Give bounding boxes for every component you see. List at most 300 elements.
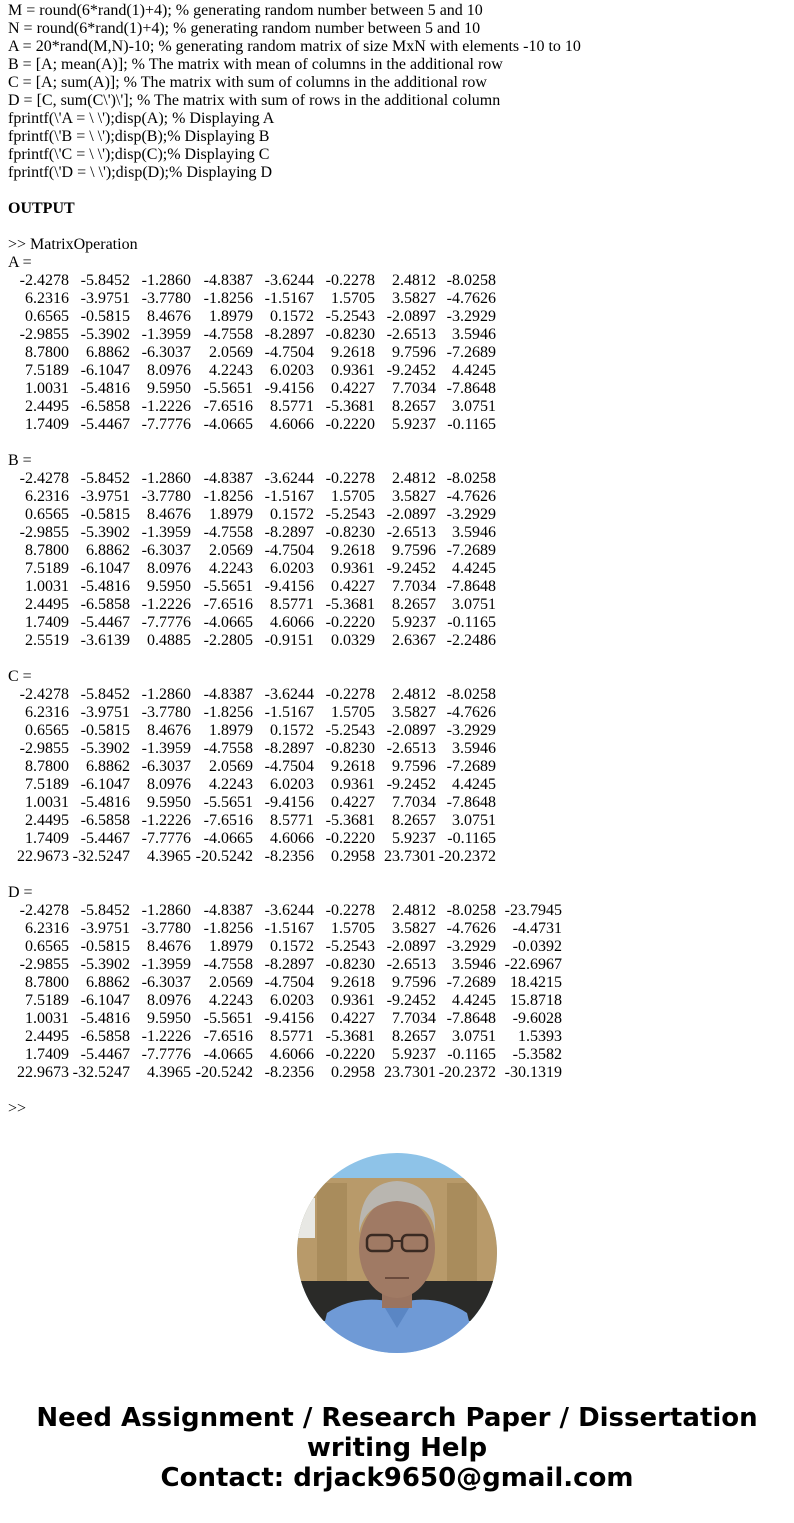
matrix-cell: -3.9751 [80,704,130,721]
matrix-row [8,974,788,992]
matrix-cell: 8.5771 [270,398,314,415]
matrix-cell: 0.1572 [270,722,314,739]
matrix-cell: -9.2452 [386,560,436,577]
matrix-cell: 1.7409 [25,614,69,631]
matrix-cell: 1.8979 [209,722,253,739]
code-line: N = round(6*rand(1)+4); % generating random number between 5 and 10 [8,20,481,37]
matrix-cell: -5.4816 [80,380,130,397]
matrix-cell: 8.0976 [147,362,191,379]
matrix-cell: -8.2356 [264,848,314,865]
matrix-cell: -2.4278 [19,686,69,703]
matrix-cell: 6.8862 [86,542,130,559]
matrix-cell: -1.2860 [141,272,191,289]
matrix-cell: -3.2929 [446,938,496,955]
matrix-cell: -2.6513 [386,326,436,343]
matrix-cell: -7.2689 [446,344,496,361]
matrix-cell: -6.5858 [80,1028,130,1045]
matrix-c-block [8,668,788,866]
matrix-cell: 8.2657 [392,812,436,829]
matrix-cell: 1.7409 [25,1046,69,1063]
matrix-cell: -4.7626 [446,704,496,721]
matrix-cell: 4.2243 [209,776,253,793]
matrix-cell: -3.7780 [141,704,191,721]
spacer [8,866,788,884]
matrix-cell: 0.4227 [331,794,375,811]
matrix-cell: -5.4816 [80,578,130,595]
matrix-cell: -6.3037 [141,974,191,991]
matrix-cell: -1.3959 [141,740,191,757]
matrix-cell: -5.8452 [80,902,130,919]
matrix-cell: -4.0665 [203,614,253,631]
matrix-cell: -3.6139 [80,632,130,649]
matrix-cell: -2.9855 [19,326,69,343]
matrix-cell: 6.8862 [86,344,130,361]
code-line: M = round(6*rand(1)+4); % generating random number between 5 and 10 [8,2,483,19]
matrix-cell: -5.3681 [325,812,375,829]
matrix-cell: -23.7945 [504,902,562,919]
matrix-row [8,506,788,524]
matrix-cell: -2.2805 [203,632,253,649]
matrix-a-block [8,254,788,434]
matrix-cell: -5.3902 [80,524,130,541]
matrix-cell: -0.2220 [325,614,375,631]
matrix-cell: 2.4495 [25,812,69,829]
matrix-row [8,956,788,974]
matrix-cell: 5.9237 [392,614,436,631]
matrix-cell: -7.8648 [446,794,496,811]
matrix-cell: 0.0329 [331,632,375,649]
matrix-label: C = [8,668,32,685]
matrix-cell: 8.2657 [392,1028,436,1045]
matrix-cell: 8.4676 [147,506,191,523]
matrix-cell: -4.7558 [203,326,253,343]
matrix-cell: -7.2689 [446,542,496,559]
matrix-cell: 23.7301 [384,1064,436,1081]
matrix-row [8,416,788,434]
matrix-cell: 1.5705 [331,920,375,937]
matrix-row [8,776,788,794]
matrix-row [8,1064,788,1082]
matrix-cell: 4.2243 [209,992,253,1009]
matrix-cell: -8.0258 [446,470,496,487]
matrix-cell: -6.3037 [141,344,191,361]
matrix-cell: 22.9673 [17,848,69,865]
matrix-cell: 3.5946 [452,326,496,343]
matrix-cell: -4.7504 [264,542,314,559]
matrix-cell: 1.0031 [25,1010,69,1027]
matrix-cell: -2.0897 [386,506,436,523]
matrix-cell: 2.4495 [25,596,69,613]
matrix-cell: 6.0203 [270,560,314,577]
matrix-cell: 9.5950 [147,578,191,595]
matrix-cell: 22.9673 [17,1064,69,1081]
matrix-cell: -2.9855 [19,956,69,973]
matrix-label: D = [8,884,33,901]
matrix-cell: -1.5167 [264,704,314,721]
matrix-cell: -1.5167 [264,290,314,307]
matrix-cell: -3.6244 [264,902,314,919]
matrix-cell: 0.9361 [331,776,375,793]
matrix-cell: 3.0751 [452,812,496,829]
matrix-row [8,722,788,740]
matrix-cell: 8.0976 [147,776,191,793]
matrix-cell: -0.2220 [325,830,375,847]
command-line: >> MatrixOperation [8,236,138,253]
matrix-cell: -7.2689 [446,758,496,775]
matrix-cell: -9.6028 [512,1010,562,1027]
matrix-a [8,272,788,434]
matrix-row [8,1028,788,1046]
matrix-row [8,1010,788,1028]
matrix-cell: 1.5705 [331,704,375,721]
matrix-cell: -0.1165 [447,830,496,847]
matrix-cell: 0.2958 [331,1064,375,1081]
matrix-cell: 8.7800 [25,542,69,559]
matrix-cell: -5.2543 [325,308,375,325]
matrix-cell: -4.4731 [512,920,562,937]
matrix-cell: 4.6066 [270,416,314,433]
matrix-cell: -8.2897 [264,956,314,973]
matrix-cell: 4.4245 [452,362,496,379]
matrix-row [8,470,788,488]
code-line: fprintf(\'A = \ \');disp(A); % Displaying A [8,110,275,127]
matrix-cell: -5.4467 [80,830,130,847]
matrix-cell: -5.4467 [80,1046,130,1063]
matrix-cell: 8.4676 [147,938,191,955]
matrix-cell: 8.4676 [147,722,191,739]
matrix-cell: -7.8648 [446,578,496,595]
matrix-cell: -6.1047 [80,776,130,793]
matrix-cell: -20.2372 [438,1064,496,1081]
matrix-cell: 2.0569 [209,344,253,361]
matrix-cell: -5.3681 [325,1028,375,1045]
matrix-cell: 2.4812 [392,902,436,919]
matrix-cell: -1.8256 [203,920,253,937]
matrix-cell: 0.1572 [270,308,314,325]
matrix-row [8,740,788,758]
matrix-cell: 9.2618 [331,758,375,775]
matrix-cell: 1.5705 [331,488,375,505]
matrix-cell: -7.8648 [446,1010,496,1027]
matrix-row [8,920,788,938]
matrix-cell: 0.4227 [331,1010,375,1027]
matrix-cell: 6.8862 [86,974,130,991]
matrix-row [8,686,788,704]
matrix-cell: 0.9361 [331,992,375,1009]
matrix-cell: 1.8979 [209,938,253,955]
matrix-cell: -0.5815 [80,506,130,523]
matrix-cell: -3.2929 [446,506,496,523]
matrix-cell: 9.7596 [392,344,436,361]
matrix-cell: 9.2618 [331,344,375,361]
matrix-cell: -1.2226 [141,1028,191,1045]
matrix-cell: 3.5827 [392,488,436,505]
matrix-cell: 4.6066 [270,1046,314,1063]
matrix-c [8,686,788,866]
matrix-cell: -5.3902 [80,326,130,343]
matrix-cell: 5.9237 [392,1046,436,1063]
matrix-cell: 5.9237 [392,830,436,847]
matrix-cell: -5.5651 [203,1010,253,1027]
matrix-cell: 0.4227 [331,578,375,595]
matrix-cell: -8.2356 [264,1064,314,1081]
output-heading: OUTPUT [8,200,75,217]
matrix-cell: -8.2897 [264,524,314,541]
matrix-cell: -9.4156 [264,794,314,811]
matrix-cell: 4.2243 [209,362,253,379]
matrix-cell: 7.5189 [25,992,69,1009]
matrix-row [8,560,788,578]
matrix-row [8,992,788,1010]
matrix-cell: 7.7034 [392,380,436,397]
matrix-cell: -0.2278 [325,272,375,289]
matrix-cell: 4.3965 [147,1064,191,1081]
code-line: A = 20*rand(M,N)-10; % generating random matrix of size MxN with elements -10 to 10 [8,38,581,55]
matrix-cell: 2.4812 [392,470,436,487]
matrix-cell: -2.4278 [19,902,69,919]
code-line: C = [A; sum(A)]; % The matrix with sum of columns in the additional row [8,74,487,91]
matrix-cell: -7.6516 [203,812,253,829]
matrix-cell: -30.1319 [504,1064,562,1081]
matrix-cell: -3.6244 [264,470,314,487]
matrix-cell: 23.7301 [384,848,436,865]
matrix-cell: -8.0258 [446,272,496,289]
matrix-cell: 8.0976 [147,992,191,1009]
matrix-row [8,272,788,290]
matrix-cell: 3.0751 [452,398,496,415]
matrix-cell: -7.6516 [203,398,253,415]
spacer [8,218,788,236]
matrix-cell: -20.2372 [438,848,496,865]
portrait-image [297,1153,497,1353]
matrix-cell: -1.2860 [141,686,191,703]
matrix-cell: 2.4812 [392,272,436,289]
spacer [8,1082,788,1100]
matrix-cell: 0.4227 [331,380,375,397]
matrix-cell: -4.8387 [203,902,253,919]
matrix-cell: 6.2316 [25,704,69,721]
matrix-cell: -2.6513 [386,740,436,757]
matrix-cell: 4.4245 [452,992,496,1009]
matrix-row [8,524,788,542]
matrix-cell: 18.4215 [510,974,562,991]
matrix-cell: -5.3681 [325,596,375,613]
matrix-cell: 8.7800 [25,974,69,991]
matrix-cell: -4.8387 [203,272,253,289]
matrix-cell: 8.4676 [147,308,191,325]
matrix-cell: -4.7504 [264,344,314,361]
matrix-cell: -3.9751 [80,920,130,937]
matrix-cell: 6.2316 [25,488,69,505]
matrix-cell: -2.9855 [19,524,69,541]
matrix-cell: -0.2278 [325,686,375,703]
matrix-cell: -9.4156 [264,1010,314,1027]
matrix-cell: -0.0392 [512,938,562,955]
matrix-row [8,596,788,614]
matrix-cell: -3.2929 [446,722,496,739]
matrix-cell: -2.0897 [386,308,436,325]
matrix-cell: -8.0258 [446,902,496,919]
matrix-cell: -20.5242 [195,848,253,865]
matrix-cell: -4.0665 [203,416,253,433]
matrix-cell: -2.2486 [446,632,496,649]
matrix-cell: 9.5950 [147,1010,191,1027]
matrix-cell: -1.2226 [141,596,191,613]
matrix-cell: 9.5950 [147,794,191,811]
matrix-cell: -4.8387 [203,686,253,703]
matrix-cell: -4.8387 [203,470,253,487]
matrix-cell: -4.7626 [446,488,496,505]
matrix-cell: -0.8230 [325,524,375,541]
matrix-cell: 6.0203 [270,776,314,793]
matrix-cell: 2.6367 [392,632,436,649]
matrix-cell: 0.9361 [331,362,375,379]
matrix-cell: -1.2860 [141,902,191,919]
matrix-row [8,488,788,506]
command-prompt: >> [8,1100,27,1117]
matrix-cell: -0.2278 [325,902,375,919]
matrix-cell: -7.7776 [141,614,191,631]
matrix-cell: 0.9361 [331,560,375,577]
matrix-row [8,704,788,722]
matrix-cell: 7.7034 [392,578,436,595]
matrix-cell: 1.8979 [209,308,253,325]
matrix-cell: -5.5651 [203,794,253,811]
matrix-cell: -8.2897 [264,740,314,757]
matrix-cell: -7.8648 [446,380,496,397]
matrix-cell: 3.5827 [392,290,436,307]
matrix-cell: 4.2243 [209,560,253,577]
matrix-cell: -9.4156 [264,578,314,595]
matrix-cell: 1.5393 [518,1028,562,1045]
matrix-cell: -4.7558 [203,956,253,973]
matrix-cell: -5.8452 [80,470,130,487]
matrix-cell: -7.6516 [203,1028,253,1045]
matrix-cell: 1.8979 [209,506,253,523]
matrix-row [8,1046,788,1064]
matrix-row [8,290,788,308]
matrix-cell: 4.4245 [452,560,496,577]
matrix-cell: -1.8256 [203,290,253,307]
matrix-cell: 9.2618 [331,974,375,991]
matrix-cell: -1.8256 [203,488,253,505]
matrix-cell: -5.3902 [80,740,130,757]
matrix-cell: 9.7596 [392,542,436,559]
matrix-cell: -1.3959 [141,326,191,343]
matrix-cell: -1.2860 [141,470,191,487]
spacer [8,650,788,668]
matrix-cell: -0.2220 [325,1046,375,1063]
matrix-cell: -5.4816 [80,794,130,811]
matrix-row [8,398,788,416]
matrix-cell: 0.6565 [25,938,69,955]
matrix-cell: -3.7780 [141,488,191,505]
matrix-cell: 8.5771 [270,1028,314,1045]
matrix-cell: 2.0569 [209,542,253,559]
matrix-cell: -7.2689 [446,974,496,991]
matrix-cell: 7.5189 [25,560,69,577]
footer-line-2: writing Help [306,1433,488,1463]
matrix-cell: -5.4816 [80,1010,130,1027]
matrix-cell: -2.0897 [386,938,436,955]
matrix-d [8,902,788,1082]
matrix-cell: -2.9855 [19,740,69,757]
matrix-cell: -1.8256 [203,704,253,721]
matrix-cell: 0.4885 [147,632,191,649]
footer-line-3: Contact: drjack9650@gmail.com [160,1463,634,1493]
matrix-label: A = [8,254,32,271]
matrix-cell: 0.2958 [331,848,375,865]
matrix-cell: 2.5519 [25,632,69,649]
matrix-cell: 6.0203 [270,362,314,379]
matrix-cell: -1.2226 [141,812,191,829]
matrix-b-block [8,452,788,650]
matrix-cell: -6.1047 [80,560,130,577]
matrix-row [8,830,788,848]
matrix-cell: 2.4495 [25,398,69,415]
matrix-row [8,362,788,380]
matrix-label: B = [8,452,32,469]
code-line: B = [A; mean(A)]; % The matrix with mean of columns in the additional row [8,56,503,73]
matrix-row [8,812,788,830]
matrix-cell: -0.9151 [264,632,314,649]
matrix-cell: 2.0569 [209,974,253,991]
matrix-cell: 7.7034 [392,794,436,811]
matrix-b [8,470,788,650]
matrix-cell: -6.1047 [80,362,130,379]
matrix-cell: 3.0751 [452,596,496,613]
matrix-cell: 9.7596 [392,974,436,991]
matrix-row [8,632,788,650]
matrix-cell: -4.7558 [203,524,253,541]
matrix-cell: 1.0031 [25,380,69,397]
matrix-cell: -3.9751 [80,488,130,505]
matrix-cell: -3.7780 [141,920,191,937]
matrix-cell: -0.5815 [80,308,130,325]
matrix-cell: 4.6066 [270,614,314,631]
matrix-cell: 8.7800 [25,758,69,775]
footer-line-1: Need Assignment / Research Paper / Dissertation [36,1403,758,1433]
matrix-cell: -3.6244 [264,272,314,289]
matrix-cell: -6.1047 [80,992,130,1009]
matrix-cell: -8.0258 [446,686,496,703]
matrix-d-block [8,884,788,1082]
matrix-cell: -3.9751 [80,290,130,307]
matrix-cell: 2.0569 [209,758,253,775]
matrix-cell: -1.5167 [264,920,314,937]
matrix-cell: -32.5247 [72,1064,130,1081]
matrix-row [8,938,788,956]
matrix-cell: -5.8452 [80,686,130,703]
matrix-cell: -4.7626 [446,920,496,937]
matrix-row [8,758,788,776]
matrix-cell: -0.8230 [325,956,375,973]
matrix-row [8,380,788,398]
code-line: fprintf(\'B = \ \');disp(B);% Displaying B [8,128,270,145]
matrix-cell: 1.7409 [25,416,69,433]
matrix-cell: -20.5242 [195,1064,253,1081]
matrix-row [8,326,788,344]
matrix-cell: -5.8452 [80,272,130,289]
code-line: D = [C, sum(C\')\']; % The matrix with sum of rows in the additional column [8,92,501,109]
matrix-cell: 6.2316 [25,290,69,307]
matrix-cell: 0.1572 [270,938,314,955]
matrix-cell: 9.5950 [147,380,191,397]
matrix-cell: -2.0897 [386,722,436,739]
matrix-cell: 4.3965 [147,848,191,865]
matrix-cell: 1.0031 [25,578,69,595]
matrix-row [8,578,788,596]
